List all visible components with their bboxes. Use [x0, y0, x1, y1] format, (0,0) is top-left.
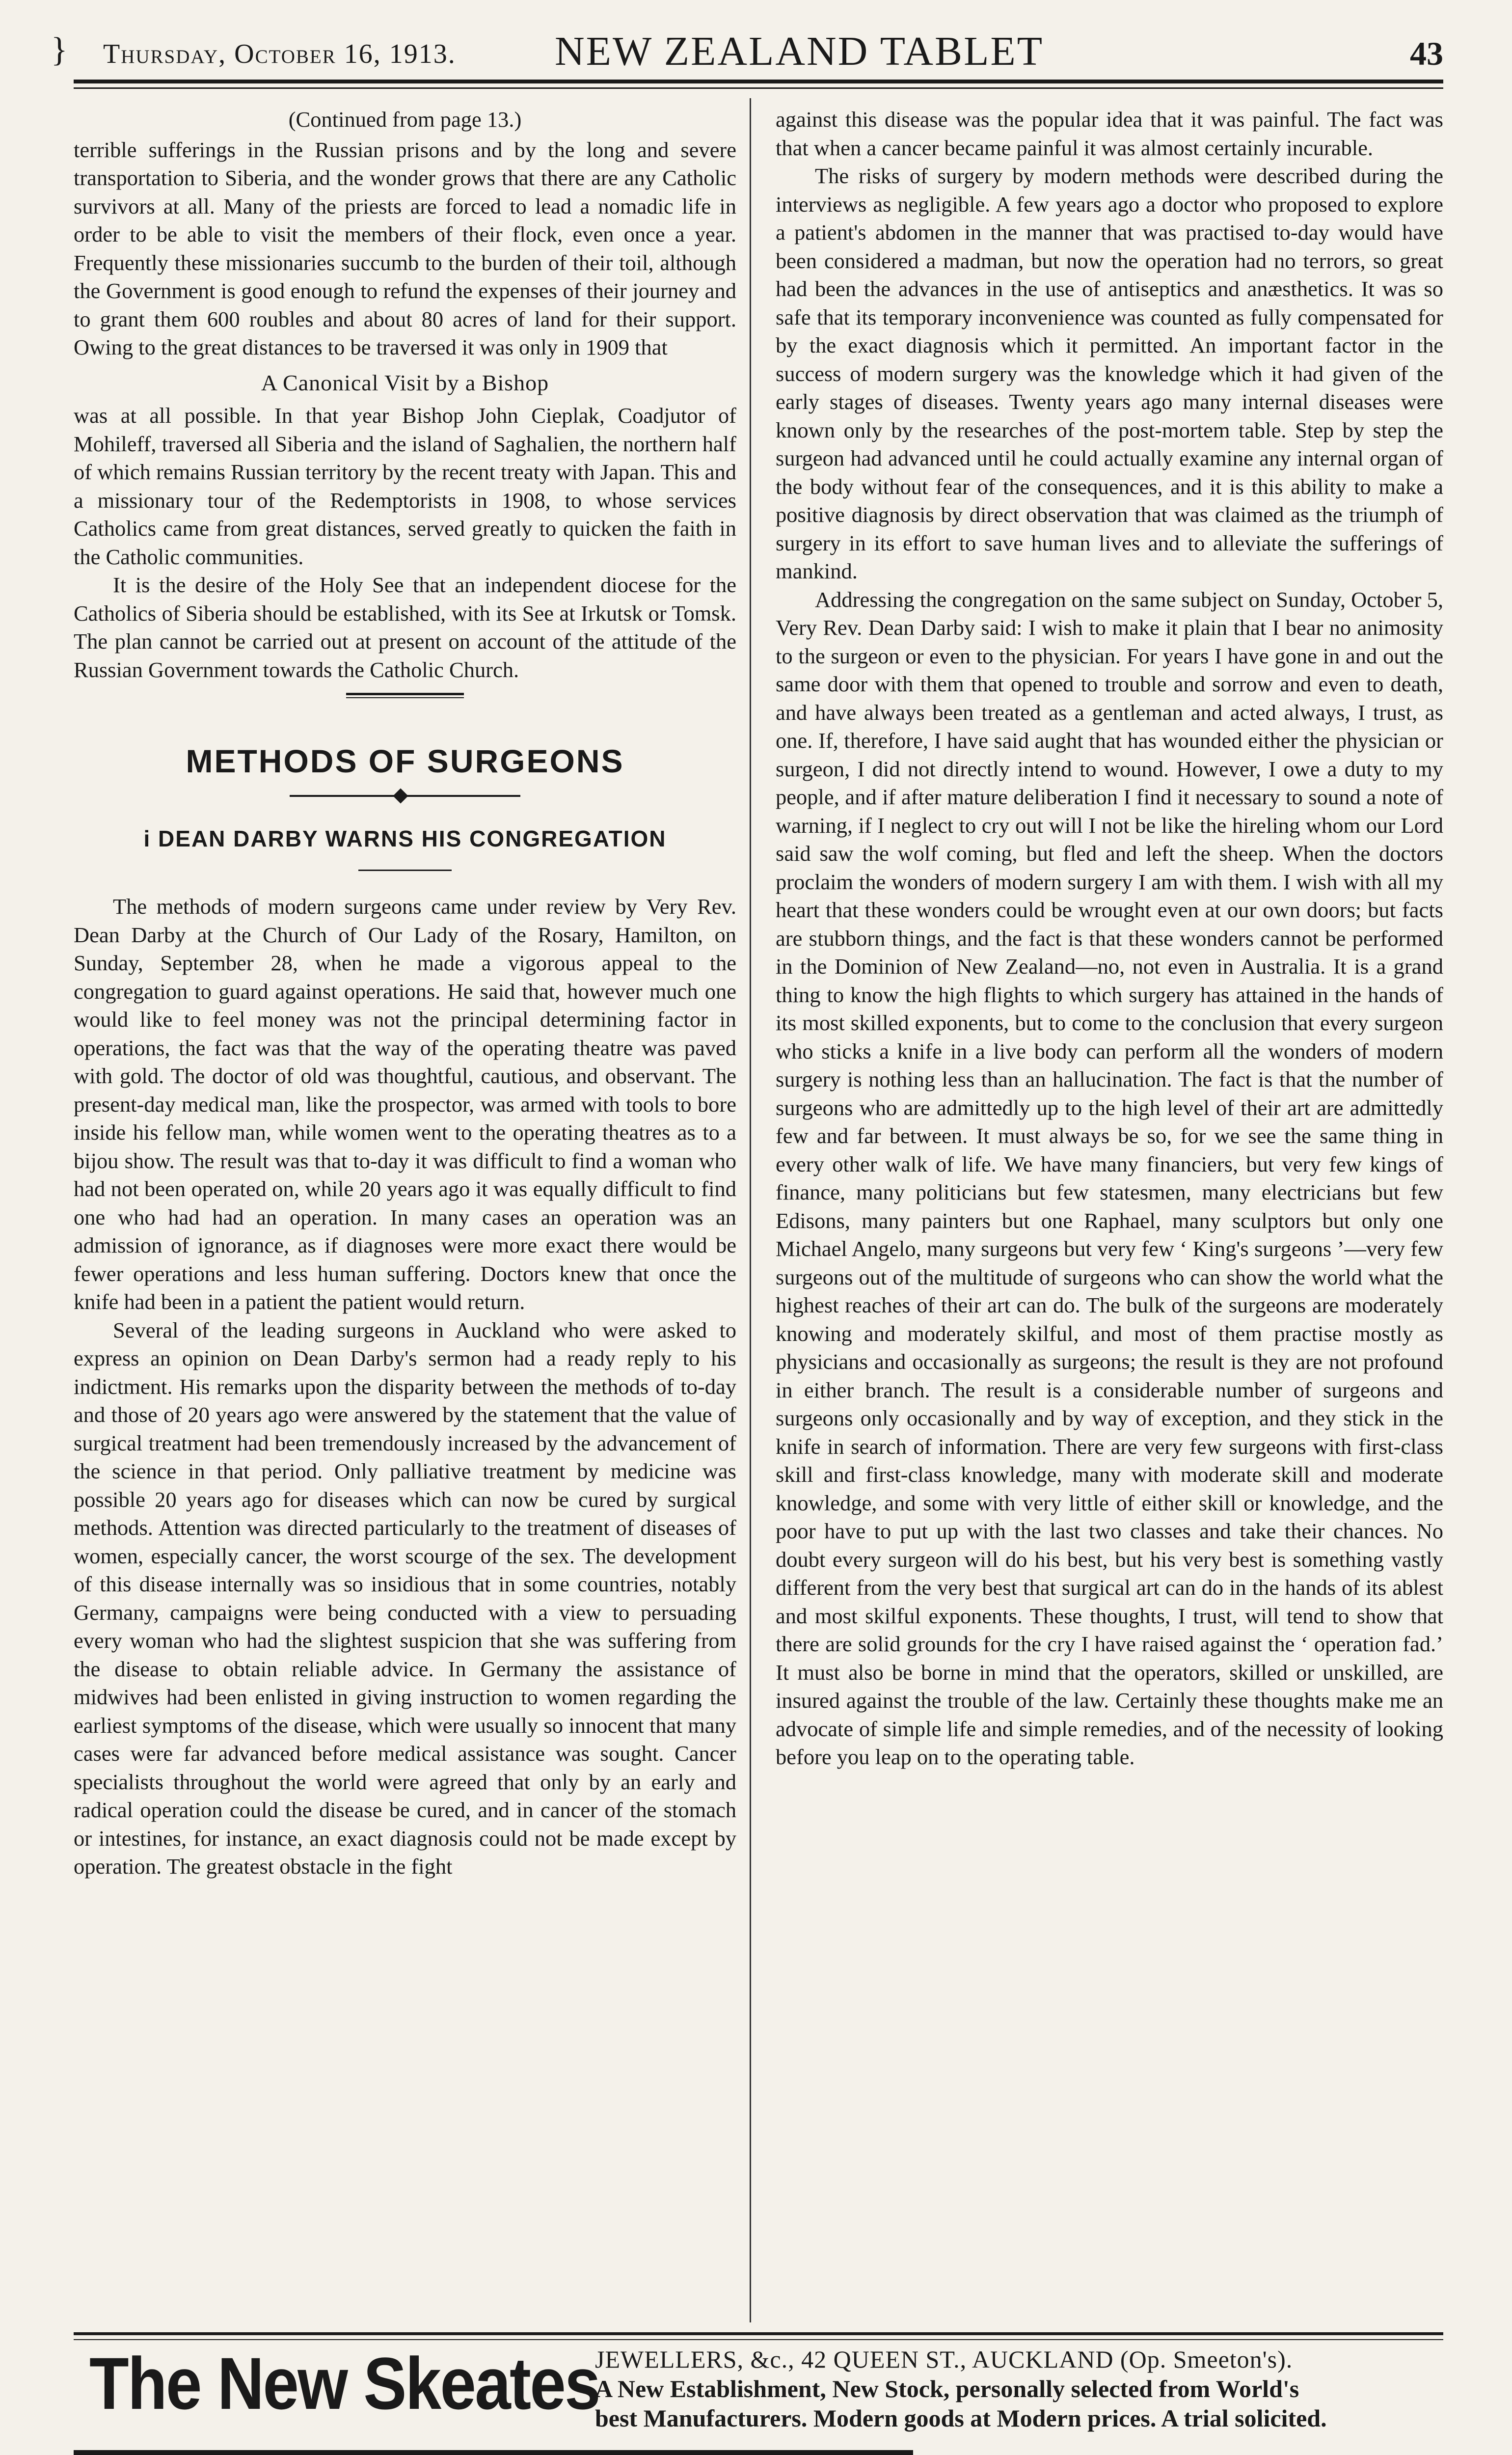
subheadline-text: DEAN DARBY WARNS HIS CONGREGATION — [158, 825, 667, 851]
margin-bracket-mark: } — [51, 31, 68, 69]
article-headline: METHODS OF SURGEONS — [186, 743, 624, 779]
ornament-diamond-icon — [393, 788, 408, 803]
advert-text — [595, 2345, 1447, 2433]
section-subhead: A Canonical Visit by a Bishop — [261, 370, 549, 395]
advert-line-1: JEWELLERS, &c., 42 QUEEN ST., AUCKLAND (Op. Smeeton's). — [595, 2346, 1293, 2373]
column-divider — [750, 98, 751, 2322]
header-rule-thin — [74, 87, 1443, 89]
subheadline-stray-mark: i — [143, 825, 151, 851]
siberia-paragraph-2: was at all possible. In that year Bishop John Cieplak, Coadjutor of Mohileff, traversed all Siberia and the island of Saghalien, the northern half of which remains Russian territory by the recent treaty with Japan. This and a missionary tour of the Redemptorists in 1908, to whose services Catholics came from great distances, served greatly to quicken the faith in the Catholic communities. — [74, 403, 736, 569]
article-end-rule-thin — [346, 697, 464, 698]
left-column — [74, 106, 736, 1881]
article-end-rule — [346, 693, 464, 695]
right-column — [776, 106, 1443, 1772]
newspaper-title: NEW ZEALAND TABLET — [555, 28, 1044, 74]
surgeons-paragraph-1: The methods of modern surgeons came under review by Very Rev. Dean Darby at the Church of Our Lady of the Rosary, Hamilton, on Sunday, September 28, when he made a vigorous appeal to the congregation to guard against operations. He said that, however much one would like to feel money was not the principal determining factor in operations, the fact was that the way of the operating theatre was paved with gold. The doctor of old was thoughtful, cautious, and observant. The present-day medical man, like the prospector, was armed with tools to bore inside his fellow man, while women went to the operating theatres as to a bijou show. The result was that to-day it was difficult to find a woman who had not been operated on, while 20 years ago it was equally difficult to find one who had had an operation. In many cases an operation was an admission of ignorance, as if diagnoses were more exact there would be fewer operations and less human suffering. Doctors knew that once the knife had been in a patient the patient would return. — [74, 894, 736, 1314]
subheadline-rule — [358, 870, 452, 871]
continued-note: (Continued from page 13.) — [288, 107, 522, 132]
issue-date: Thursday, October 16, 1913. — [103, 39, 456, 69]
advert-line-3: best Manufacturers. Modern goods at Modern prices. A trial solicited. — [595, 2404, 1327, 2432]
advert-brand: The New Skeates — [89, 2342, 599, 2425]
page-header — [74, 25, 1443, 79]
page-number: 43 — [1410, 35, 1443, 72]
advert-line-2: A New Establishment, New Stock, personally selected from World's — [595, 2375, 1299, 2402]
bottom-cut-bar — [74, 2450, 913, 2455]
header-rule-thick — [74, 80, 1443, 83]
surgeons-paragraph-5: Addressing the congregation on the same subject on Sunday, October 5, Very Rev. Dean Darby said: I wish to make it plain that I bear no animosity to the surgeon or even to the physician. For years I have gone in and out the same door with them that opened to trouble and sorrow and even to death, and have always been treated as a gentleman and acted always, I trust, as one. If, therefore, I have said aught that has wounded either the physician or surgeon, I did not directly intend to wound. However, I owe a duty to my people, and if after mature deliberation I find it necessary to sound a note of warning, if I neglect to cry out will I not be like the hireling whom our Lord said saw the wolf coming, but fled and left the sheep. When the doctors proclaim the wonders of modern surgery I am with them. I wish with all my heart that these wonders could be wrought even at our own doors; but facts are stubborn things, and the fact is that these wonders cannot be performed in the Dominion of New Zealand—no, not even in Australia. It is a grand thing to know the high flights to which surgery has attained in the hands of its most skilled exponents, but to come to the conclusion that every surgeon who sticks a knife in a live body can perform all the wonders of modern surgery is nothing less than an hallucination. The fact is that the number of surgeons who are admittedly up to the high level of their art are admittedly few and far between. It must always be so, for we see the same thing in every other walk of life. We have many financiers, but very few kings of finance, many politicians but few statesmen, many electricians but few Edisons, many painters but one Raphael, many sculptors but only one Michael Angelo, many surgeons but very few ‘ King's surgeons ’—very few surgeons out of the multitude of surgeons who can show the world what the highest reaches of their art can do. The bulk of the surgeons are moderately knowing and moderately skilful, and most of them practise mostly as physicians and occasionally as surgeons; the result is they are not profound in either branch. The result is a considerable number of surgeons and surgeons only occasionally and by way of exception, and they stick in the knife in search of information. There are very few surgeons with first-class skill and first-class knowledge, many with moderate skill and moderate knowledge, and some with very little of either skill or knowledge, and the poor have to put up with the last two classes and take their chances. No doubt every surgeon will do his best, but his very best is something vastly different from the very best that surgical art can do in the hands of its ablest and most skilful exponents. These thoughts, I trust, will tend to show that there are solid grounds for the cry I have raised against the ‘ operation fad.’ It must also be borne in mind that the operators, skilled or unskilled, are insured against the trouble of the law. Certainly these thoughts make me an advocate of simple life and simple remedies, and of the necessity of looking before you leap on to the operating table. — [776, 587, 1443, 1769]
article-subheadline — [74, 825, 736, 853]
advert-rule-thin — [74, 2339, 1443, 2340]
headline-ornament — [290, 791, 520, 800]
surgeons-paragraph-4: The risks of surgery by modern methods were described during the interviews as negligible. A few years ago a doctor who proposed to explore a patient's abdomen in the manner that was practised to-day would have been considered a madman, but now the operation had no terrors, so great had been the advances in the use of antiseptics and anæsthetics. It was so safe that its temporary inconvenience was counted as fully compensated for by the exact diagnosis which it permitted. An important factor in the success of modern surgery was the knowledge which it had given of the early stages of diseases. Twenty years ago many internal diseases were known only by the researches of the post-mortem table. Step by step the surgeon had advanced until he could actually examine any internal organ of the body without fear of the consequences, and it is this ability to make a positive diagnosis by direct observation that was claimed as the triumph of surgery in its effort to save human lives and to alleviate the sufferings of mankind. — [776, 164, 1443, 583]
siberia-paragraph-3: It is the desire of the Holy See that an independent diocese for the Catholics of Siberia should be established, with its See at Irkutsk or Tomsk. The plan cannot be carried out at present on account of the attitude of the Russian Government towards the Catholic Church. — [74, 573, 736, 682]
siberia-paragraph-1: terrible sufferings in the Russian prisons and by the long and severe transportation to Siberia, and the wonder grows that there are any Catholic survivors at all. Many of the priests are forced to lead a nomadic life in order to be able to visit the members of their flock, even once a year. Frequently these missionaries succumb to the burden of their toil, although the Government is good enough to refund the expenses of their journey and to grant them 600 roubles and about 80 acres of land for their support. Owing to the great distances to be traversed it was only in 1909 that — [74, 137, 736, 359]
surgeons-paragraph-3: against this disease was the popular idea that it was painful. The fact was that when a cancer became painful it was almost certainly incurable. — [776, 107, 1443, 160]
advert-rule-thick — [74, 2332, 1443, 2335]
surgeons-paragraph-2: Several of the leading surgeons in Auckland who were asked to express an opinion on Dean Darby's sermon had a ready reply to his indictment. His remarks upon the disparity between the methods of to-day and those of 20 years ago were answered by the statement that the value of surgical treatment had been tremendously increased by the advancement of the science in that period. Only palliative treatment by medicine was possible 20 years ago for diseases which can now be cured by surgical methods. Attention was directed particularly to the treatment of diseases of women, especially cancer, the worst scourge of the sex. The development of this disease internally was so insidious that in some countries, notably Germany, campaigns were being conducted with a view to persuading every woman who had the slightest suspicion that she was suffering from the disease to obtain reliable advice. In Germany the assistance of midwives had been enlisted in giving instruction to women regarding the earliest symptoms of the disease, which were usually so innocent that many cases were far advanced before medical assistance was sought. Cancer specialists throughout the world were agreed that only by an early and radical operation could the disease be cured, and in cancer of the stomach or intestines, for instance, an exact diagnosis could not be made except by operation. The greatest obstacle in the fight — [74, 1317, 736, 1879]
